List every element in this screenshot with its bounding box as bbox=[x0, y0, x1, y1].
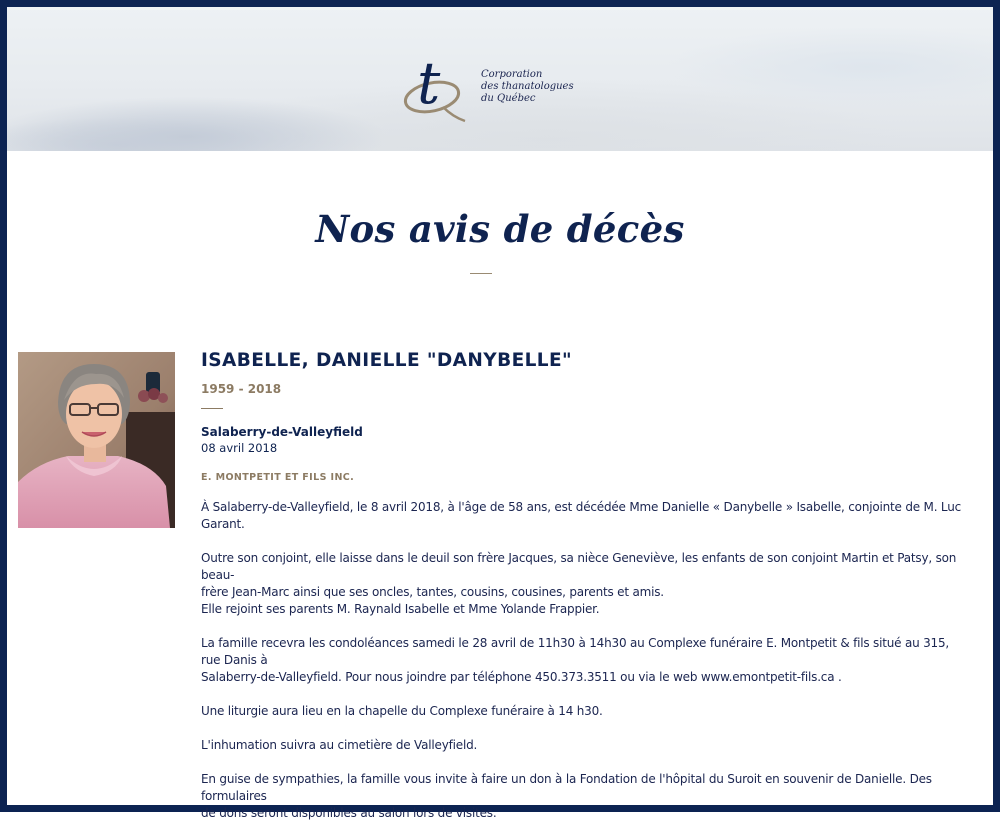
paragraph-condolences bbox=[201, 635, 961, 686]
logo-line-3: du Québec bbox=[481, 93, 536, 104]
text-line: La famille recevra les condoléances samedi le 28 avril de 11h30 à 14h30 au Complexe funéraire E. Montpetit & fils situé au 315, rue Danis à bbox=[201, 636, 950, 667]
title-divider bbox=[470, 273, 492, 274]
obituary-content bbox=[201, 347, 961, 839]
text-line: de dons seront disponibles au salon lors de visites. bbox=[201, 806, 497, 820]
obituary-text bbox=[201, 499, 961, 822]
life-years: 1959 - 2018 bbox=[201, 382, 282, 396]
text-line: En guise de sympathies, la famille vous invite à faire un don à la Fondation de l'hôpital du Suroit en souvenir de Danielle. Des formulaires bbox=[201, 772, 932, 803]
name-divider bbox=[201, 408, 223, 409]
text-line: Salaberry-de-Valleyfield. Pour nous joindre par téléphone 450.373.3511 ou via le web www.emontpetit-fils.ca . bbox=[201, 670, 842, 684]
paragraph-death-notice bbox=[201, 499, 961, 533]
deceased-name[interactable]: ISABELLE, DANIELLE "DANYBELLE" bbox=[201, 350, 573, 371]
paragraph-donations bbox=[201, 771, 961, 822]
logo-mark-icon bbox=[399, 47, 467, 123]
text-line: À Salaberry-de-Valleyfield, le 8 avril 2018, à l'âge de 58 ans, est décédée Mme Danielle « Danybelle » Isabelle, conjointe de M. Luc Garant. bbox=[201, 500, 962, 531]
page-title: Nos avis de décès bbox=[315, 207, 685, 251]
logo-text bbox=[481, 69, 574, 105]
text-line: Elle rejoint ses parents M. Raynald Isabelle et Mme Yolande Frappier. bbox=[201, 602, 600, 616]
text-line: L'inhumation suivra au cimetière de Valleyfield. bbox=[201, 738, 478, 752]
logo-line-2: des thanatologues bbox=[481, 81, 574, 92]
logo-letter-t: t bbox=[417, 49, 441, 117]
header-banner bbox=[7, 7, 993, 151]
paragraph-liturgy bbox=[201, 703, 961, 720]
funeral-home-name[interactable]: E. MONTPETIT ET FILS INC. bbox=[201, 472, 355, 483]
text-line: Outre son conjoint, elle laisse dans le deuil son frère Jacques, sa nièce Geneviève, les enfants de son conjoint Martin et Patsy, son beau- bbox=[201, 551, 957, 582]
obituary-date: 08 avril 2018 bbox=[201, 441, 278, 455]
logo-letter-q: Q bbox=[407, 104, 409, 106]
site-logo[interactable] bbox=[399, 47, 579, 127]
text-line: frère Jean-Marc ainsi que ses oncles, tantes, cousins, cousines, parents et amis. bbox=[201, 585, 664, 599]
obituary-city: Salaberry-de-Valleyfield bbox=[201, 425, 363, 439]
deceased-photo[interactable] bbox=[18, 352, 175, 528]
logo-line-1: Corporation bbox=[481, 69, 543, 80]
text-line: Une liturgie aura lieu en la chapelle du Complexe funéraire à 14 h30. bbox=[201, 704, 603, 718]
paragraph-burial bbox=[201, 737, 961, 754]
paragraph-family bbox=[201, 550, 961, 618]
